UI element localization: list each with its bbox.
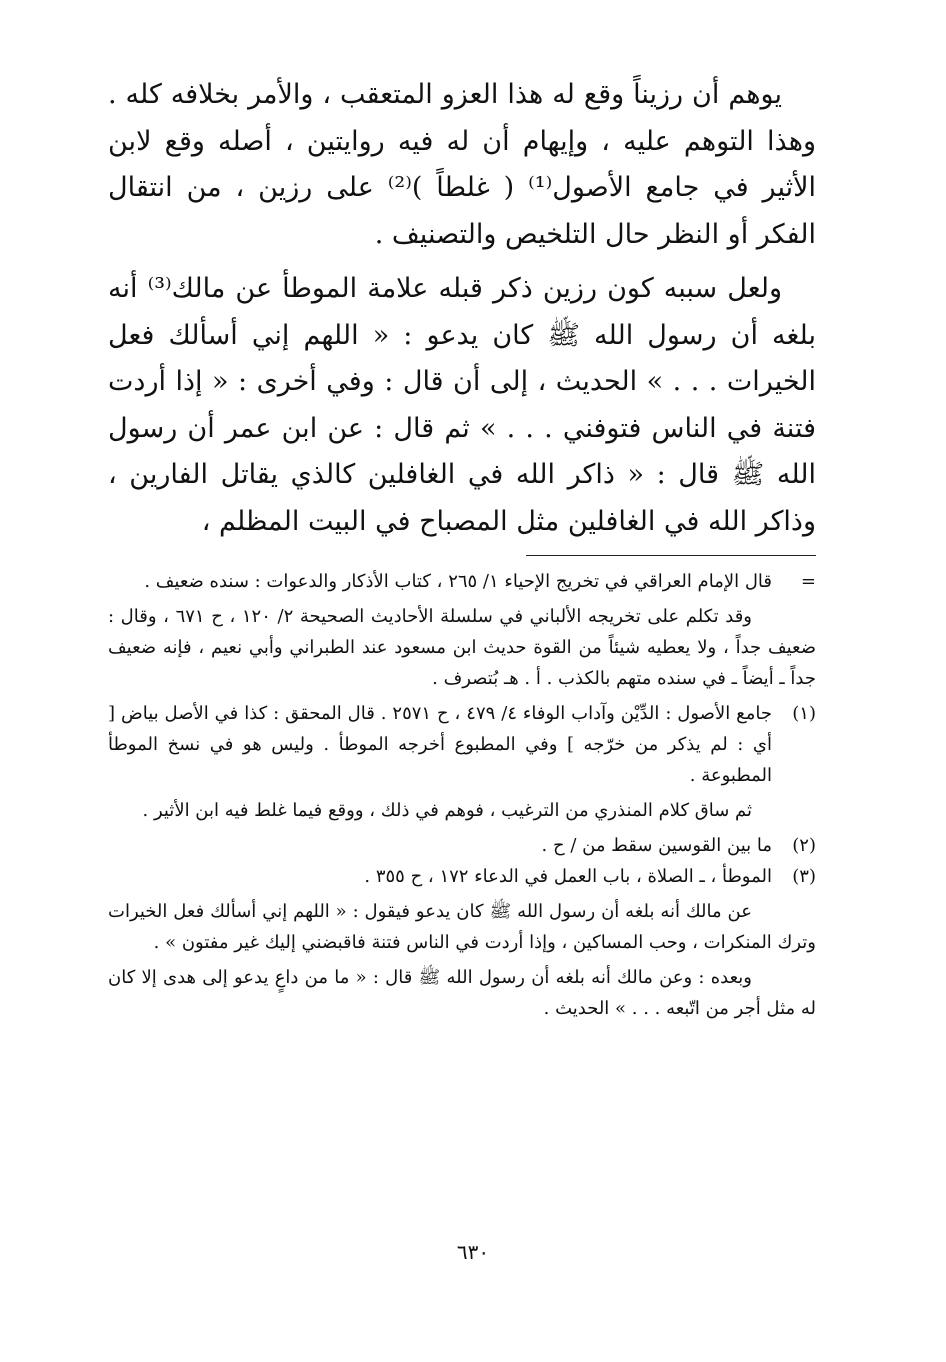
footnote-3-text: الموطأ ، ـ الصلاة ، باب العمل في الدعاء ١٧٢ ، ح ٣٥٥ . xyxy=(364,866,772,887)
footnote-2 xyxy=(108,830,816,861)
footnote-1 xyxy=(108,698,816,826)
footnote-2-text: ما بين القوسين سقط من / ح . xyxy=(541,835,772,856)
page-number: ٦٣٠ xyxy=(456,1240,490,1264)
footnote-2-marker: (٢) xyxy=(792,835,816,856)
continuation-marker: = xyxy=(800,571,816,592)
continuation-paragraph-2: وقد تكلم على تخريجه الألباني في سلسلة الأحاديث الصحيحة ٢/ ١٢٠ ، ح ٦٧١ ، وقال : ضعيف جداً ، ولا يعطيه شيئاً من القوة حديث ابن مسعود عند الطبراني وأبي نعيم ، فإنه ضعيف جداً ـ أيضاً ـ في سنده متهم بالكذب . أ . هـ بُتصرف . xyxy=(108,606,816,689)
footnote-1-body xyxy=(108,698,772,826)
main-text xyxy=(108,72,816,545)
main-paragraph-2 xyxy=(108,266,816,545)
footnote-3-paragraph-2: عن مالك أنه بلغه أن رسول الله ﷺ كان يدعو فيقول : « اللهم إني أسألك فعل الخيرات وترك المنكرات ، وحب المساكين ، وإذا أردت في الناس فتنة فاقبضني إليك غير مفتون » . xyxy=(108,901,816,953)
main-paragraph-2-text: ولعل سببه كون رزين ذكر قبله علامة الموطأ عن مالك⁽³⁾ أنه بلغه أن رسول الله ﷺ كان يدعو : « اللهم إني أسألك فعل الخيرات . . . » الحديث ، إلى أن قال : وفي أخرى : « إذا أردت فتنة في الناس فتوفني . . . » ثم قال : عن ابن عمر أن رسول الله ﷺ قال : « ذاكر الله في الغافلين كالذي يقاتل الفارين ، وذاكر الله في الغافلين مثل المصباح في البيت المظلم ، xyxy=(108,273,816,537)
footnote-3-extra xyxy=(108,896,816,958)
footnote-divider xyxy=(526,555,816,556)
footnote-3 xyxy=(108,861,816,892)
footnote-1-paragraph-1: جامع الأصول : الدِّيْن وآداب الوفاء ٤/ ٤٧٩ ، ح ٢٥٧١ . قال المحقق : كذا في الأصل بياض [ أي : لم يذكر من خرّجه ] وفي المطبوع أخرجه الموطأ . وليس هو في نسخ الموطأ المطبوعة . xyxy=(108,703,772,786)
footnote-1-paragraph-2: ثم ساق كلام المنذري من الترغيب ، فوهم في ذلك ، ووقع فيما غلط فيه ابن الأثير . xyxy=(142,800,752,821)
footnote-continuation xyxy=(108,566,816,597)
book-page xyxy=(108,72,816,1024)
main-paragraph-1 xyxy=(108,72,816,258)
footnote-3-body xyxy=(108,861,772,892)
footnote-3-marker: (٣) xyxy=(792,866,816,887)
main-paragraph-1-text: يوهم أن رزيناً وقع له هذا العزو المتعقب ، والأمر بخلافه كله . وهذا التوهم عليه ، وإيهام أن له فيه روايتين ، أصله وقع لابن الأثير في جامع الأصول⁽¹⁾ ( غلطاً )⁽²⁾ على رزين ، من انتقال الفكر أو النظر حال التلخيص والتصنيف . xyxy=(108,79,817,250)
footnote-2-body xyxy=(108,830,772,861)
continuation-paragraph-1: قال الإمام العراقي في تخريج الإحياء ١/ ٢٦٥ ، كتاب الأذكار والدعوات : سنده ضعيف . xyxy=(144,571,772,592)
footnote-1-marker: (١) xyxy=(792,703,816,724)
footnote-3-extra-2 xyxy=(108,962,816,1024)
footnote-continuation-extra xyxy=(108,601,816,694)
footnote-3-paragraph-3: وبعده : وعن مالك أنه بلغه أن رسول الله ﷺ قال : « ما من داعٍ يدعو إلى هدى إلا كان له مثل أجر من اتّبعه . . . » الحديث . xyxy=(108,967,816,1019)
footnote-continuation-body xyxy=(108,566,772,597)
footnotes xyxy=(108,566,816,1024)
